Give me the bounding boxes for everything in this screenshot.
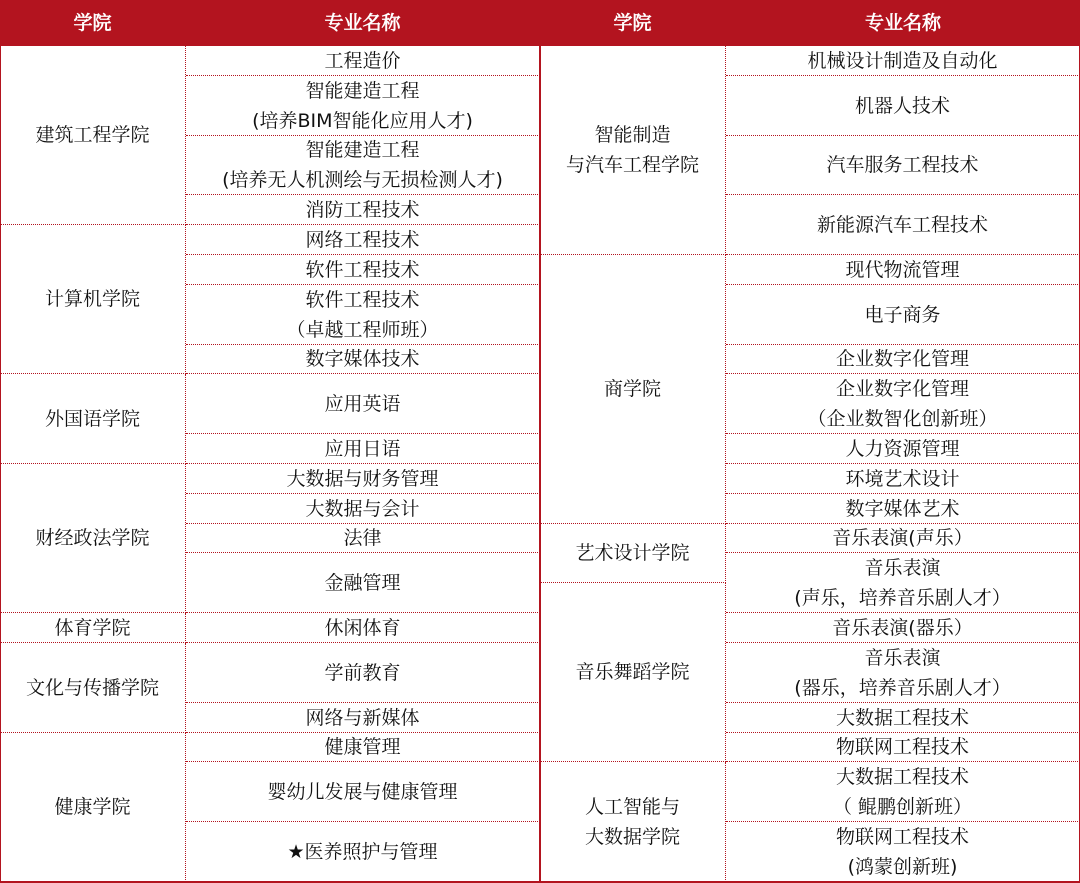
- college-cell: 商学院: [540, 255, 726, 524]
- major-cell: 音乐表演(声乐）: [726, 524, 1080, 553]
- major-cell: 大数据与会计: [186, 494, 540, 524]
- major-cell: 消防工程技术: [186, 195, 540, 225]
- major-cell: 健康管理: [186, 733, 540, 762]
- major-cell: 环境艺术设计: [726, 464, 1080, 494]
- major-cell: 大数据与财务管理: [186, 464, 540, 494]
- major-cell: 网络工程技术: [186, 225, 540, 255]
- major-cell: 大数据工程技术 （ 鲲鹏创新班）: [726, 762, 1080, 822]
- major-cell: 音乐表演 (器乐，培养音乐剧人才）: [726, 643, 1080, 703]
- college-cell: 文化与传播学院: [0, 643, 186, 733]
- major-cell: 机器人技术: [726, 76, 1080, 136]
- college-cell: 外国语学院: [0, 374, 186, 464]
- header-major-left: 专业名称: [186, 0, 540, 46]
- major-cell: 数字媒体艺术: [726, 494, 1080, 524]
- major-cell: 应用英语: [186, 374, 540, 434]
- major-cell: 物联网工程技术 (鸿蒙创新班): [726, 822, 1080, 882]
- major-cell: 工程造价: [186, 46, 540, 76]
- college-cell: 建筑工程学院: [0, 46, 186, 225]
- major-cell: 金融管理: [186, 553, 540, 613]
- major-cell: ★医养照护与管理: [186, 822, 540, 882]
- major-cell: 音乐表演 (声乐，培养音乐剧人才）: [726, 553, 1080, 613]
- major-cell: 人力资源管理: [726, 434, 1080, 464]
- major-cell: 企业数字化管理: [726, 345, 1080, 374]
- header-college-left: 学院: [0, 0, 186, 46]
- table-center-divider: [539, 46, 541, 883]
- major-cell: 音乐表演(器乐）: [726, 613, 1080, 643]
- major-cell: 智能建造工程 (培养无人机测绘与无损检测人才): [186, 136, 540, 195]
- major-cell: 数字媒体技术: [186, 345, 540, 374]
- major-cell: 网络与新媒体: [186, 703, 540, 733]
- major-cell: 物联网工程技术: [726, 733, 1080, 762]
- header-college-right: 学院: [540, 0, 726, 46]
- college-cell: 计算机学院: [0, 225, 186, 374]
- major-cell: 新能源汽车工程技术: [726, 195, 1080, 255]
- major-cell: 法律: [186, 524, 540, 553]
- college-cell: 健康学院: [0, 733, 186, 882]
- major-cell: 现代物流管理: [726, 255, 1080, 285]
- major-cell: 软件工程技术: [186, 255, 540, 285]
- major-cell: 应用日语: [186, 434, 540, 464]
- major-cell: 智能建造工程 (培养BIM智能化应用人才): [186, 76, 540, 136]
- college-cell: 财经政法学院: [0, 464, 186, 613]
- college-cell: 音乐舞蹈学院: [540, 583, 726, 762]
- major-cell: 软件工程技术 （卓越工程师班）: [186, 285, 540, 345]
- major-cell: 婴幼儿发展与健康管理: [186, 762, 540, 822]
- major-cell: 学前教育: [186, 643, 540, 703]
- header-major-right: 专业名称: [726, 0, 1080, 46]
- major-cell: 汽车服务工程技术: [726, 136, 1080, 195]
- major-cell: 电子商务: [726, 285, 1080, 345]
- major-cell: 休闲体育: [186, 613, 540, 643]
- college-cell: 艺术设计学院: [540, 524, 726, 583]
- major-cell: 机械设计制造及自动化: [726, 46, 1080, 76]
- table-frame-left: [0, 46, 1, 883]
- college-cell: 体育学院: [0, 613, 186, 643]
- college-cell: 智能制造 与汽车工程学院: [540, 46, 726, 255]
- college-cell: 人工智能与 大数据学院: [540, 762, 726, 882]
- major-cell: 大数据工程技术: [726, 703, 1080, 733]
- major-cell: 企业数字化管理 （企业数智化创新班）: [726, 374, 1080, 434]
